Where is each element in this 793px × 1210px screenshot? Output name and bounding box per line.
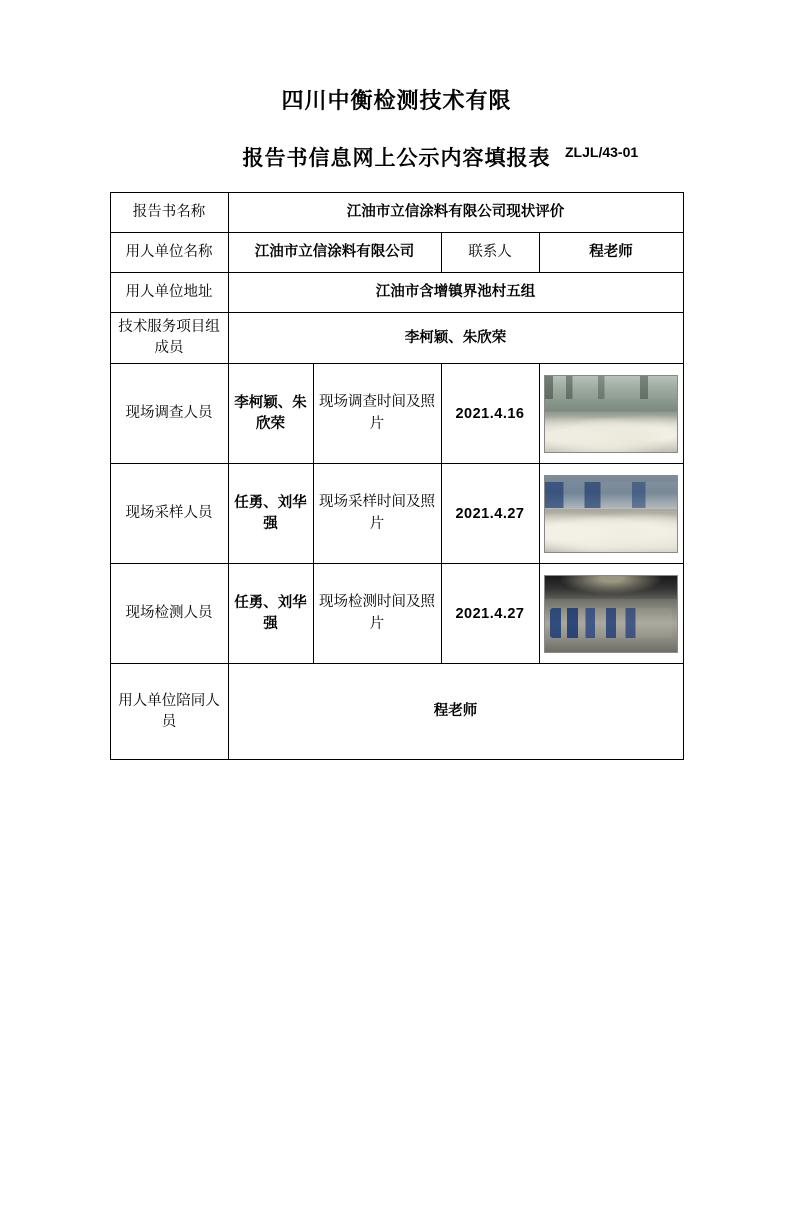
row-value-employer-address: 江油市含增镇界池村五组 [228, 273, 683, 313]
row-desc-sampling: 现场采样时间及照片 [313, 464, 441, 564]
table-row [110, 364, 683, 464]
row-value-site-survey-staff: 李柯颖、朱欣荣 [228, 364, 313, 464]
table-row [110, 273, 683, 313]
row-label-team-members: 技术服务项目组成员 [110, 313, 228, 364]
row-value-contact: 程老师 [539, 233, 683, 273]
row-value-accompanying-staff: 程老师 [228, 664, 683, 760]
row-date-testing: 2021.4.27 [441, 564, 539, 664]
row-value-team-members: 李柯颖、朱欣荣 [228, 313, 683, 364]
row-label-site-survey-staff: 现场调查人员 [110, 364, 228, 464]
drums-workshop-photo [544, 575, 678, 653]
form-code: ZLJL/43-01 [565, 144, 639, 161]
row-date-sampling: 2021.4.27 [441, 464, 539, 564]
row-photo-sampling [539, 464, 683, 564]
row-label-employer-address: 用人单位地址 [110, 273, 228, 313]
title-block [0, 88, 793, 172]
page-subtitle: 报告书信息网上公示内容填报表 [242, 147, 551, 171]
subtitle-row [0, 142, 793, 172]
table-row [110, 193, 683, 233]
row-value-sampling-staff: 任勇、刘华强 [228, 464, 313, 564]
row-label-sampling-staff: 现场采样人员 [110, 464, 228, 564]
row-desc-site-survey: 现场调查时间及照片 [313, 364, 441, 464]
row-label-testing-staff: 现场检测人员 [110, 564, 228, 664]
table-row [110, 664, 683, 760]
row-value-report-name: 江油市立信涂料有限公司现状评价 [228, 193, 683, 233]
warehouse-bags-photo [544, 375, 678, 453]
document-page [0, 88, 793, 1210]
table-row [110, 464, 683, 564]
row-photo-site-survey [539, 364, 683, 464]
table-row [110, 313, 683, 364]
row-photo-testing [539, 564, 683, 664]
row-label-employer-name: 用人单位名称 [110, 233, 228, 273]
row-date-site-survey: 2021.4.16 [441, 364, 539, 464]
row-value-employer-name: 江油市立信涂料有限公司 [228, 233, 441, 273]
table-row [110, 564, 683, 664]
row-label-report-name: 报告书名称 [110, 193, 228, 233]
table-row [110, 233, 683, 273]
row-label-contact: 联系人 [441, 233, 539, 273]
stacked-bags-photo [544, 475, 678, 553]
row-label-accompanying-staff: 用人单位陪同人员 [110, 664, 228, 760]
report-info-table [110, 192, 684, 760]
row-desc-testing: 现场检测时间及照片 [313, 564, 441, 664]
row-value-testing-staff: 任勇、刘华强 [228, 564, 313, 664]
page-title: 四川中衡检测技术有限 [281, 88, 512, 113]
